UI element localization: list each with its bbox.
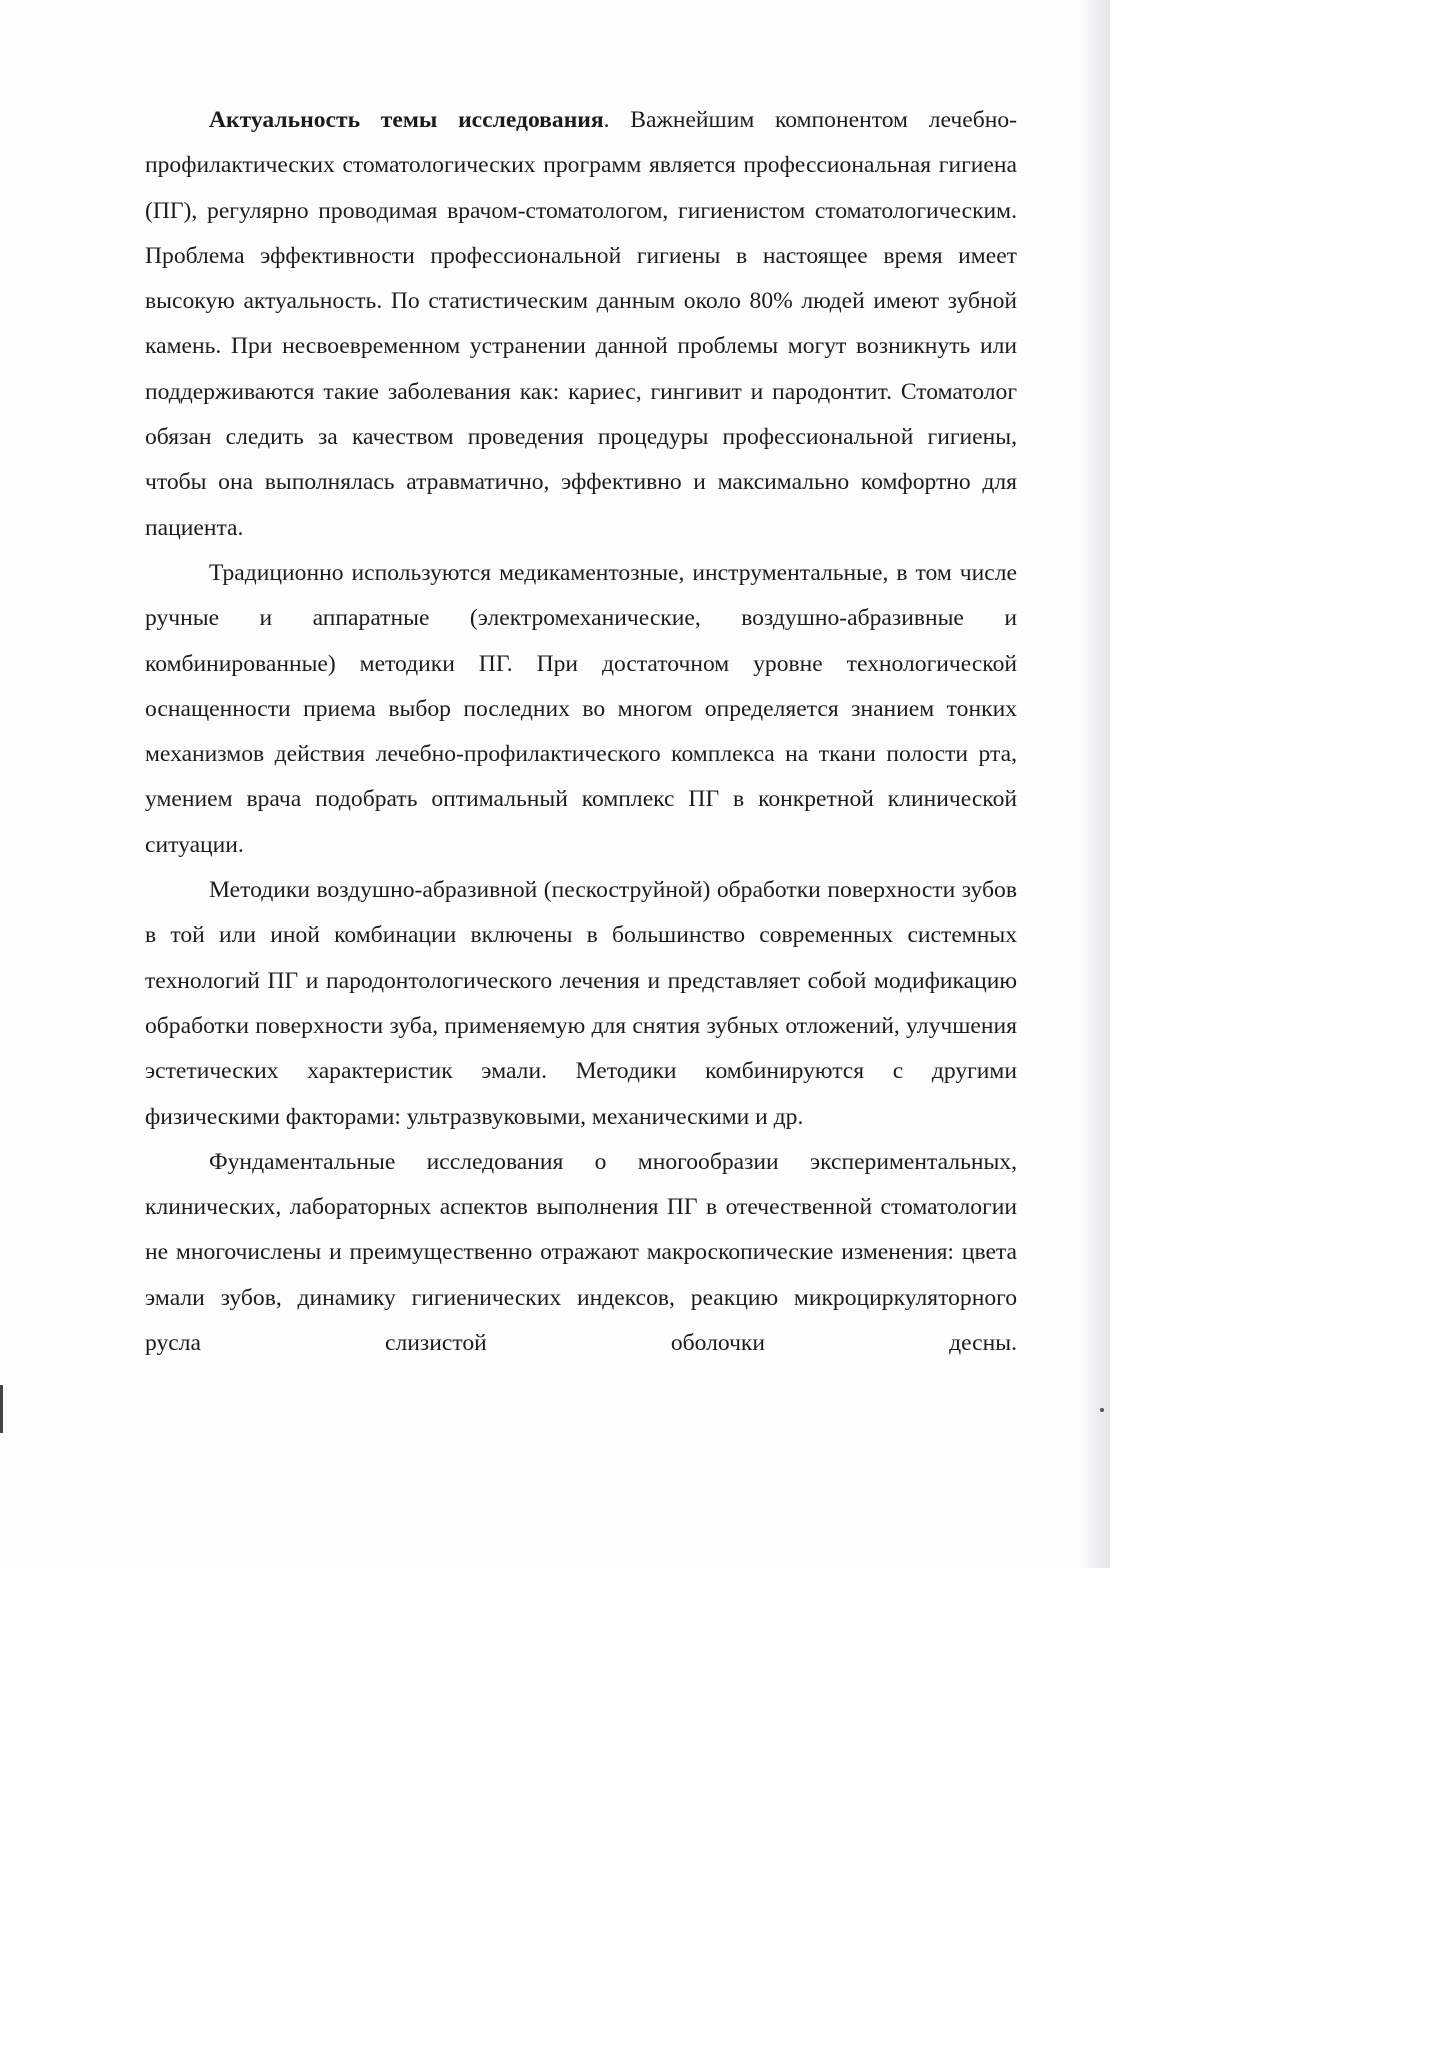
scan-edge-shadow	[1082, 0, 1110, 1568]
paragraph-text: Фундаментальные исследования о многообразии экспериментальных, клинических, лабораторных аспектов выполнения ПГ в отечественной стоматологии не многочислены и преимущественно отражают макроскопические изменения: цвета эмали зубов, динамику гигиенических индексов, реакцию микроциркуляторного русла слизистой оболочки десны.	[145, 1148, 1017, 1357]
paragraph-traditional-methods	[145, 551, 1017, 868]
document-body	[145, 98, 1017, 1366]
paragraph-fundamental-research	[145, 1140, 1017, 1366]
paragraph-text: Методики воздушно-абразивной (пескоструйной) обработки поверхности зубов в той или иной комбинации включены в большинство современных системных технологий ПГ и пародонтологического лечения и представляет собой модификацию обработки поверхности зуба, применяемую для снятия зубных отложений, улучшения эстетических характеристик эмали. Методики комбинируются с другими физическими факторами: ультразвуковыми, механическими и др.	[145, 877, 1017, 1130]
heading-punctuation: .	[603, 107, 610, 133]
scan-speck	[1100, 1408, 1104, 1412]
section-heading-relevance: Актуальность темы исследования	[209, 107, 604, 133]
paragraph-air-abrasive	[145, 868, 1017, 1140]
paragraph-text: Традиционно используются медикаментозные, инструментальные, в том числе ручные и аппаратные (электромеханические, воздушно-абразивные и комбинированные) методики ПГ. При достаточном уровне технологической оснащенности приема выбор последних во многом определяется знанием тонких механизмов действия лечебно-профилактического комплекса на ткани полости рта, умением врача подобрать оптимальный комплекс ПГ в конкретной клинической ситуации.	[145, 559, 1017, 858]
paragraph-text: Важнейшим компонентом лечебно-профилактических стоматологических программ является профессиональная гигиена (ПГ), регулярно проводимая врачом-стоматологом, гигиенистом стоматологическим. Проблема эффективности профессиональной гигиены в настоящее время имеет высокую актуальность. По статистическим данным около 80% людей имеют зубной камень. При несвоевременном устранении данной проблемы могут возникнуть или поддерживаются такие заболевания как: кариес, гингивит и пародонтит. Стоматолог обязан следить за качеством проведения процедуры профессиональной гигиены, чтобы она выполнялась атравматично, эффективно и максимально комфортно для пациента.	[145, 107, 1017, 541]
scan-edge-mark	[0, 1385, 3, 1433]
paragraph-relevance	[145, 98, 1017, 551]
